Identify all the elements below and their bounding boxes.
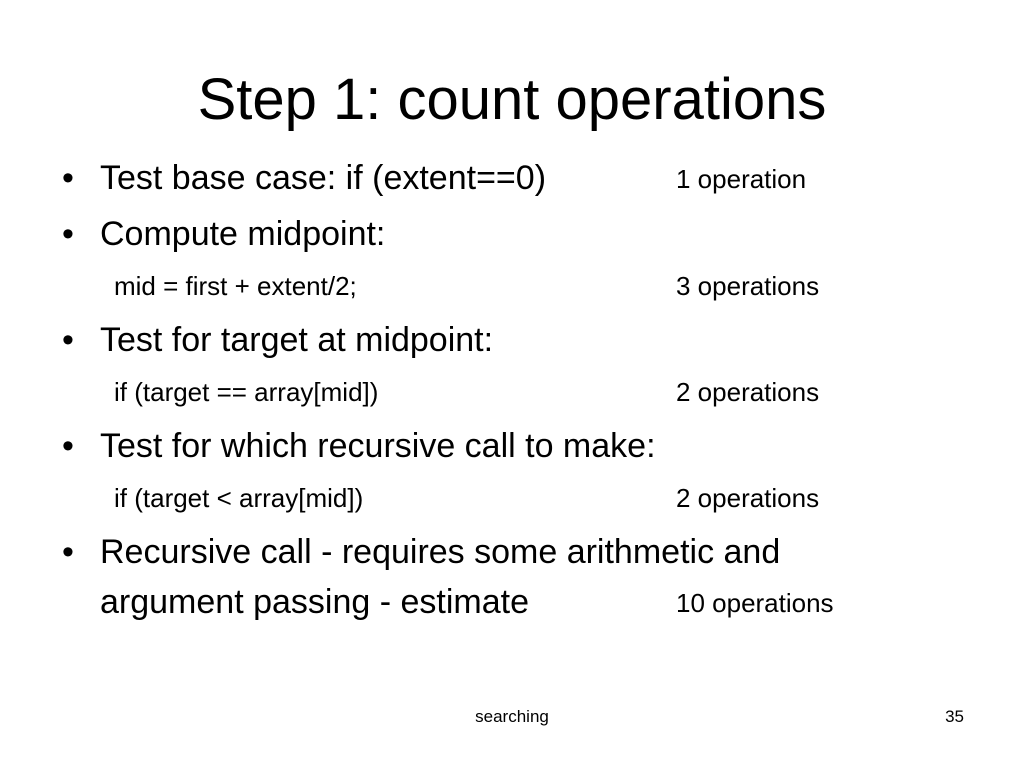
bullet-marker: • [62,427,74,465]
ops-count-recursive-call: 10 operations [676,588,834,618]
code-line-recursive-choice: if (target < array[mid]) [114,483,364,513]
bullet-text-test-target: Test for target at midpoint: [100,321,494,359]
footer-label: searching [475,707,549,726]
bullet-text-recursive-call-line1: Recursive call - requires some arithmetic and [100,533,781,571]
bullet-text-recursive-call-line2: argument passing - estimate [100,583,529,621]
bullet-marker: • [62,159,74,197]
bullet-marker: • [62,321,74,359]
slide-title: Step 1: count operations [197,67,827,132]
ops-count-recursive-choice: 2 operations [676,483,820,513]
ops-count-test-target: 2 operations [676,377,820,407]
bullet-text-base-case: Test base case: if (extent==0) [100,159,547,197]
code-line-midpoint: mid = first + extent/2; [114,271,357,301]
bullet-text-recursive-choice: Test for which recursive call to make: [100,427,656,465]
ops-count-midpoint: 3 operations [676,271,820,301]
bullet-marker: • [62,215,74,253]
bullet-marker: • [62,533,74,571]
bullet-text-compute-midpoint: Compute midpoint: [100,215,386,253]
code-line-test-target: if (target == array[mid]) [114,377,379,407]
ops-count-base-case: 1 operation [676,164,807,194]
page-number: 35 [945,707,964,726]
